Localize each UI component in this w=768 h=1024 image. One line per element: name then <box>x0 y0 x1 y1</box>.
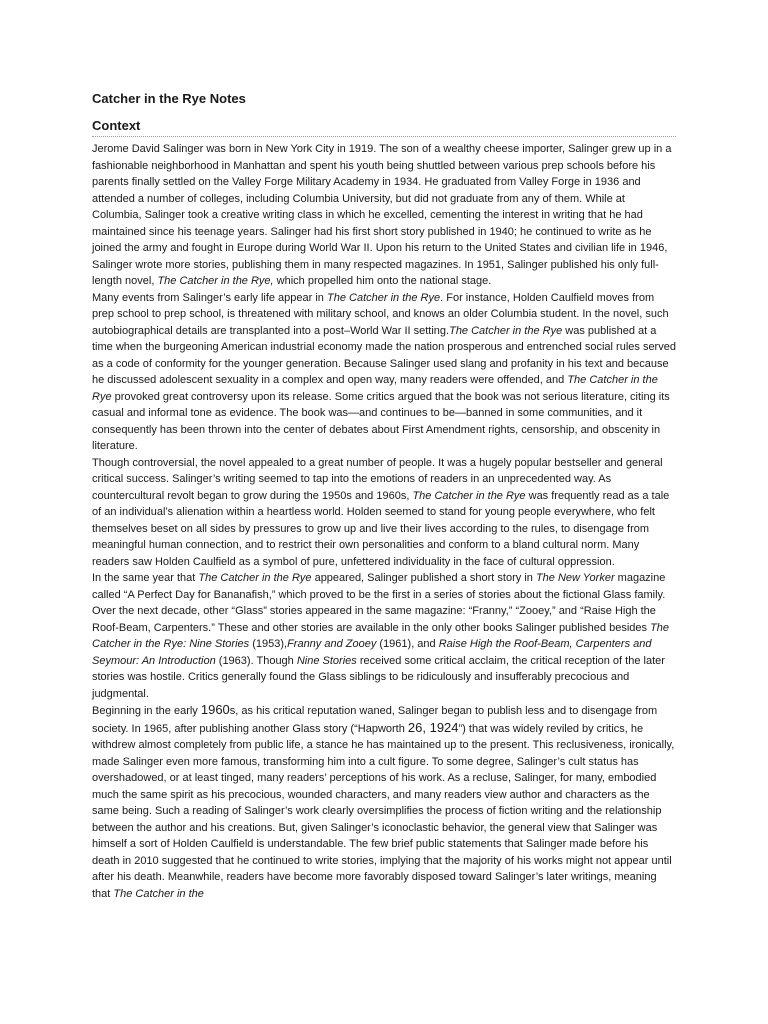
italic-title-text: The Catcher in the Rye <box>449 324 563 337</box>
section-divider <box>92 136 676 137</box>
body-paragraph <box>92 570 676 702</box>
italic-title-text: The Catcher in the Rye: Nine Stories <box>92 621 670 650</box>
document-body <box>92 141 676 902</box>
paragraph-text: . For instance, Holden Caulfield moves from prep school to prep school, is threatened with military school, and knows an older Columbia student. In the novel, such autobiographical details are transplanted into a post–World War II setting. <box>92 291 669 337</box>
paragraph-text: appeared, Salinger published a short story in <box>311 572 536 584</box>
paragraph-text: 26, 1924 <box>407 719 459 735</box>
paragraph-text: received some critical acclaim, the critical reception of the later stories was hostile. Critics generally found the Glass siblings to be ridiculously and insufferably precocious and judgmental. <box>92 654 665 700</box>
body-paragraph <box>92 455 676 571</box>
italic-title-text: Nine Stories <box>296 654 357 667</box>
italic-title-text: The Catcher in the Rye <box>327 291 441 304</box>
italic-title-text: The Catcher in the <box>113 887 204 900</box>
italic-title-text: The Catcher in the Rye <box>198 572 312 584</box>
paragraph-text: was published at a time when the burgeoning American industrial economy made the nation prosperous and entrenched social rules served as a code of conformity for the younger generation. Because Salinger used slang and profanity in his text and because he discussed adolescent sexuality in a complex and open way, many readers were offended, and <box>92 324 676 386</box>
italic-title-text: Raise High the Roof-Beam, Carpenters and Seymour: An Introduction <box>92 638 652 667</box>
italic-title-text: Franny and Zooey <box>287 638 377 650</box>
body-paragraph <box>92 290 676 455</box>
paragraph-text: Many events from Salinger’s early life appear in <box>92 291 327 304</box>
paragraph-text: 1960 <box>200 702 230 717</box>
italic-title-text: The New Yorker <box>535 572 615 584</box>
italic-title-text: The Catcher in the Rye, <box>157 275 274 287</box>
paragraph-text: Jerome David Salinger was born in New York City in 1919. The son of a wealthy cheese importer, Salinger grew up in a fashionable neighborhood in Manhattan and spent his youth being shuttled between various prep schools before his parents finally settled on the Valley Forge Military Academy in 1934. He graduated from Valley Forge in 1936 and attended a number of colleges, including Columbia University, but did not graduate from any of them. While at Columbia, Salinger took a creative writing class in which he excelled, cementing the interest in writing that he had maintained since his teenage years. Salinger had his first short story published in 1940; he continued to write as he joined the army and fought in Europe during World War II. Upon his return to the United States and civilian life in 1946, Salinger wrote more stories, publishing them in many respected magazines. In 1951, Salinger published his only full-length novel, <box>92 143 672 287</box>
document-title: Catcher in the Rye Notes <box>92 91 246 106</box>
paragraph-text: s, as his critical reputation waned, Salinger began to publish less and to disengage from society. In 1965, after publishing another Glass story (“Hapworth <box>92 705 658 735</box>
paragraph-text: (1963). Though <box>215 654 297 667</box>
paragraph-text: Beginning in the early <box>92 705 201 717</box>
paragraph-text: In the same year that <box>92 572 199 584</box>
paragraph-text: Though controversial, the novel appealed to a great number of people. It was a hugely popular bestseller and general critical success. Salinger’s writing seemed to tap into the emotions of readers in an unprecedented way. As countercultural revolt began to grow during the 1950s and 1960s, <box>92 456 663 502</box>
section-heading-context: Context <box>92 118 141 133</box>
paragraph-text: ”) that was widely reviled by critics, he withdrew almost completely from public life, a stance he has maintained up to the present. This reclusiveness, ironically, made Salinger even more famous, transforming him into a cult figure. To some degree, Salinger’s cult status has overshadowed, or at least tinged, many readers’ perceptions of his work. As a recluse, Salinger, for many, embodied much the same spirit as his precocious, wounded characters, and many readers view author and characters as the same being. Such a reading of Salinger’s work clearly oversimplifies the process of fiction writing and the relationship between the author and his creations. But, given Salinger’s iconoclastic behavior, the general view that Salinger was himself a sort of Holden Caulfield is understandable. The few brief public statements that Salinger made before his death in 2010 suggested that he continued to write stories, implying that the majority of his works might not appear until after his death. Meanwhile, readers have become more favorably disposed toward Salinger’s later writings, meaning that <box>92 722 675 900</box>
paragraph-text: (1961), and <box>376 638 439 650</box>
body-paragraph <box>92 702 676 902</box>
paragraph-text: provoked great controversy upon its release. Some critics argued that the book was not serious literature, citing its casual and informal tone as evidence. The book was—and continues to be—banned in some communities, and it consequently has been thrown into the center of debates about First Amendment rights, censorship, and obscenity in literature. <box>92 390 670 452</box>
paragraph-text: was frequently read as a tale of an individual’s alienation within a heartless world. Holden seemed to stand for young people everywhere, who felt themselves beset on all sides by pressures to grow up and live their lives according to the rules, to disengage from meaningful human connection, and to restrict their own personalities and conform to a bland cultural norm. Many readers saw Holden Caulfield as a symbol of pure, unfettered individuality in the face of cultural oppression. <box>92 489 670 568</box>
italic-title-text: The Catcher in the Rye <box>412 489 526 502</box>
paragraph-text: (1953), <box>249 638 288 650</box>
body-paragraph <box>92 141 676 290</box>
paragraph-text: which propelled him onto the national stage. <box>273 275 492 287</box>
italic-title-text: The Catcher in the Rye <box>92 374 658 403</box>
paragraph-text: magazine called “A Perfect Day for Bananafish,” which proved to be the first in a series of stories about the fictional Glass family. Over the next decade, other “Glass” stories appeared in the same magazine: “Franny,” “Zooey,” and “Raise High the Roof-Beam, Carpenters.” These and other stories are available in the only other books Salinger published besides <box>92 572 666 634</box>
